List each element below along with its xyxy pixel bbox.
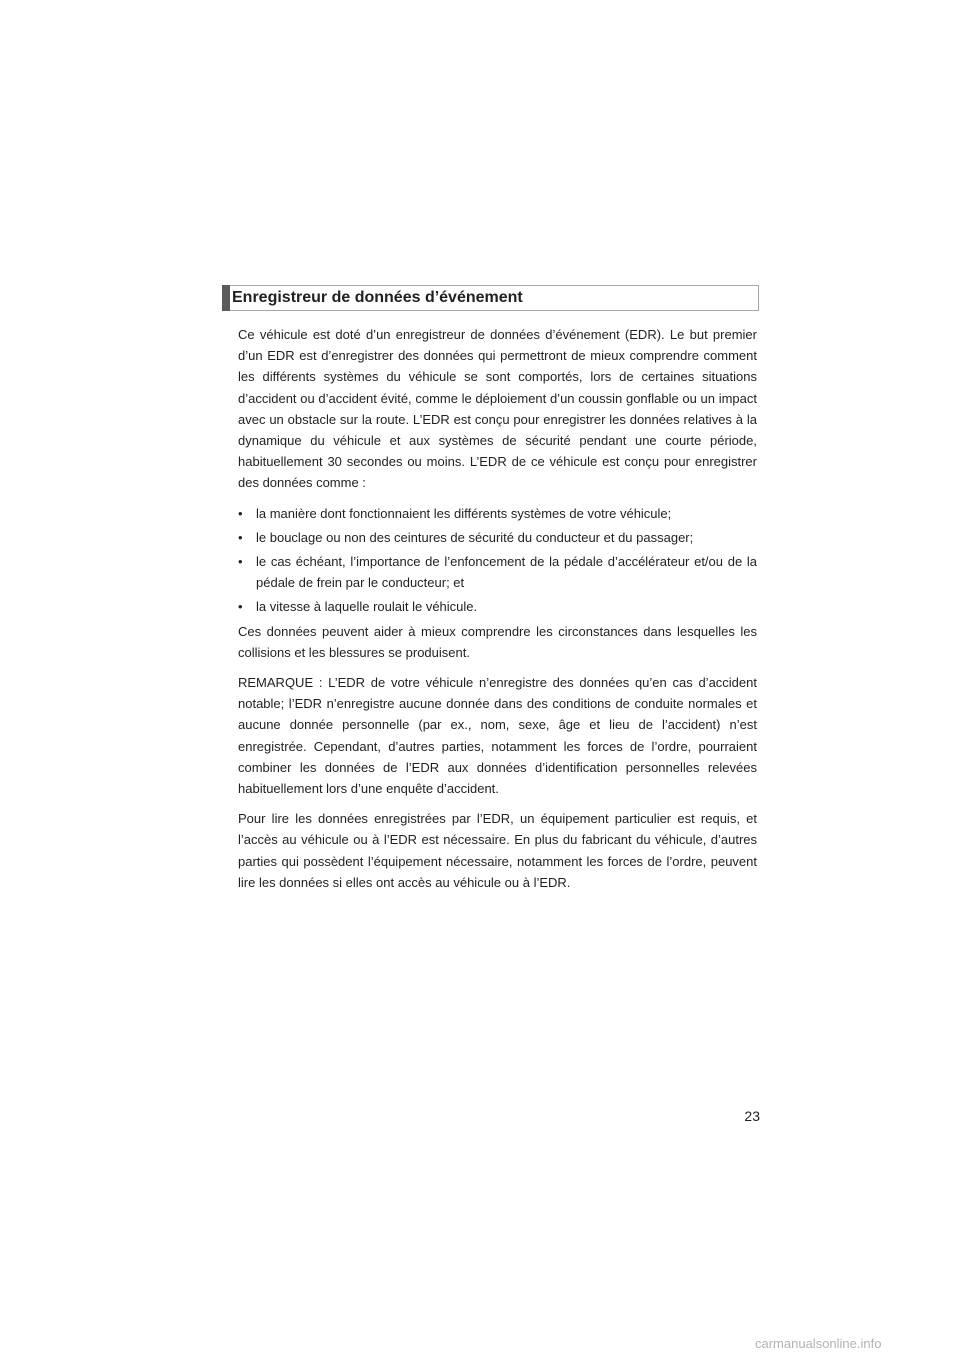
list-item <box>238 551 757 593</box>
list-item <box>238 503 757 524</box>
list-item <box>238 527 757 548</box>
list-item <box>238 596 757 617</box>
data-list <box>238 503 757 618</box>
list-item-text: le cas échéant, l’importance de l’enfoncement de la pédale d’accélérateur et/ou de la pédale de frein par le conducteur; et <box>256 554 757 591</box>
list-item-text: la vitesse à laquelle roulait le véhicule. <box>256 599 478 615</box>
watermark-text: carmanualsonline.info <box>755 1336 882 1351</box>
after-list-paragraph: Ces données peuvent aider à mieux comprendre les circonstances dans lesquelles les collisions et les blessures se produisent. <box>238 623 757 660</box>
access-paragraph: Pour lire les données enregistrées par l’EDR, un équipement particulier est requis, et l’accès au véhicule ou à l’EDR est nécessaire. En plus du fabricant du véhicule, d’autres parties qui possèdent l’équipement nécessaire, notamment les forces de l’ordre, peuvent lire les données si elles ont accès au véhicule ou à l’EDR. <box>238 811 757 890</box>
bullet-marker: • <box>238 554 243 570</box>
page-number: 23 <box>744 1108 760 1124</box>
bullet-marker: • <box>238 529 243 545</box>
section-header <box>222 285 759 311</box>
body-content <box>238 324 757 902</box>
list-item-text: le bouclage ou non des ceintures de sécurité du conducteur et du passager; <box>256 529 694 545</box>
intro-paragraph: Ce véhicule est doté d’un enregistreur de données d’événement (EDR). Le but premier d’un EDR est d’enregistrer des données qui permettront de mieux comprendre comment les différents systèmes du véhicule se sont comportés, lors de certaines situations d’accident ou d’accident évité, comme le déploiement d’un coussin gonflable ou un impact avec un obstacle sur la route. L’EDR est conçu pour enregistrer les données relatives à la dynamique du véhicule et aux systèmes de sécurité pendant une courte période, habituellement 30 secondes ou moins. L’EDR de ce véhicule est conçu pour enregistrer des données comme : <box>238 327 757 491</box>
bullet-marker: • <box>238 505 243 521</box>
header-accent-bar <box>222 285 230 311</box>
list-item-text: la manière dont fonctionnaient les différents systèmes de votre véhicule; <box>256 505 672 521</box>
bullet-marker: • <box>238 599 243 615</box>
section-title: Enregistreur de données d’événement <box>232 289 523 306</box>
remark-paragraph: REMARQUE : L’EDR de votre véhicule n’enregistre des données qu’en cas d’accident notable; l’EDR n’enregistre aucune donnée dans des conditions de conduite normales et aucune donnée personnelle (par ex., nom, sexe, âge et lieu de l’accident) n’est enregistrée. Cependant, d’autres parties, notamment les forces de l’ordre, pourraient combiner les données de l’EDR aux données d’identification personnelles relevées habituellement lors d’une enquête d’accident. <box>238 675 757 797</box>
